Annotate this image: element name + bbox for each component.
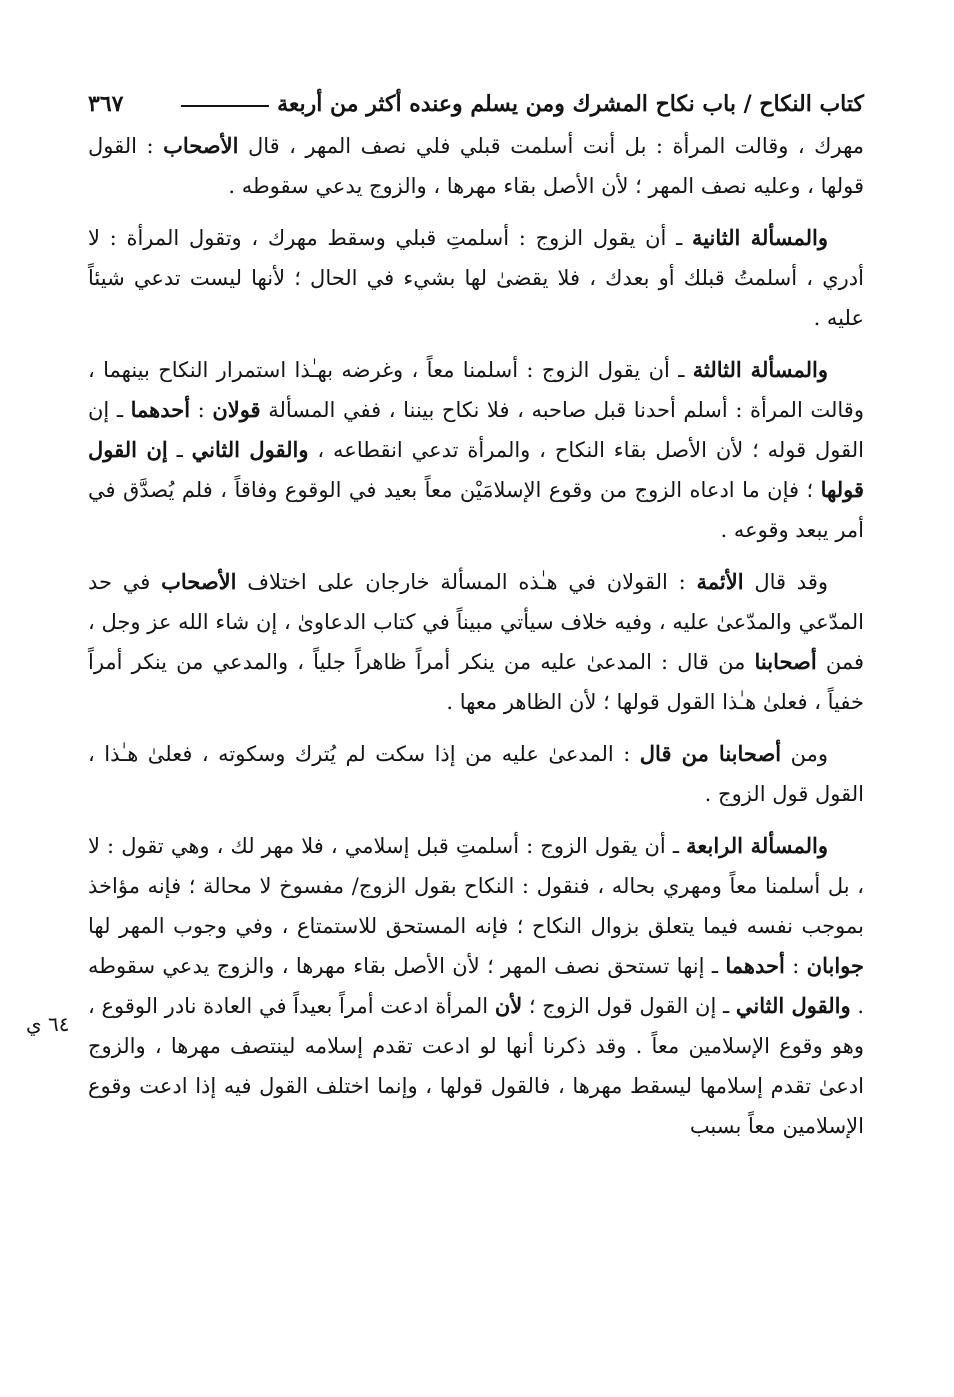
text-run: ـ أن يقول الزوج : أسلمتِ قبلي وسقط مهرك ، وتقول المرأة : لا أدري ، أسلمتُ قبلك أو بعدك ، فلا يقضىٰ لها بشيء في الحال ؛ لأنها ليست تدعي شيئاً عليه . (88, 226, 864, 330)
paragraph (88, 734, 864, 814)
text-run: وقد قال (743, 570, 828, 594)
text-run: ـ أن يقول الزوج : أسلمتِ قبل إسلامي ، فلا مهر لك ، وهي تقول : لا ، بل أسلمنا معاً ومهري بحاله ، فنقول : النكاح بقول الزوج/ مفسوخ لا محالة ؛ فإنه مؤاخذ بموجب نفسه فيما يتعلق بزوال النكاح ؛ فإنه المستحق للاستمتاع ، وفي وجوب المهر لها (88, 834, 864, 938)
bold-term: إن القول قولها (88, 437, 864, 502)
bold-term: جوابان (806, 953, 864, 978)
bold-term: قولان (212, 397, 261, 422)
text-run: ـ إن القول قول الزوج ؛ (522, 994, 736, 1018)
book-page (88, 82, 864, 1158)
bold-term: الأصحاب (161, 569, 237, 594)
text-run: : (784, 954, 807, 978)
bold-term: أحدهما (130, 397, 191, 422)
text-run: مهرك ، وقالت المرأة : بل أنت أسلمت قبلي فلي نصف المهر ، قال (238, 134, 865, 158)
paragraph (88, 350, 864, 550)
bold-term: والمسألة الثالثة (692, 357, 828, 382)
paragraph (88, 826, 864, 1146)
text-run: ؛ فإن ما ادعاه الزوج من وقوع الإسلامَيْن معاً بعيد في الوقوع وفاقاً ، فلم يُصدَّق في أمر يبعد وقوعه . (88, 478, 864, 542)
bold-term: أحدهما (725, 953, 785, 978)
text-run: ومن (781, 742, 828, 766)
paragraph (88, 126, 864, 206)
text-run: ـ إنها تستحق نصف المهر ؛ لأن الأصل بقاء مهرها ، والزوج يدعي سقوطه . (88, 954, 865, 1018)
bold-term: أصحابنا (754, 649, 817, 674)
bold-term: لأن (494, 993, 523, 1018)
text-run: من قال : المدعىٰ عليه من ينكر أمراً ظاهراً جلياً ، والمدعي من ينكر أمراً خفياً ، فعلىٰ هـٰذا القول قولها ؛ لأن الظاهر معها . (88, 650, 864, 714)
header-title: كتاب النكاح / باب نكاح المشرك ومن يسلم وعنده أكثر من أربعة (277, 91, 864, 117)
text-run: : المدعىٰ عليه من إذا سكت لم يُترك وسكوته ، فعلىٰ هـٰذا ، القول قول الزوج . (88, 742, 864, 806)
paragraph (88, 562, 864, 722)
bold-term: أصحابنا من قال (639, 741, 782, 766)
header-rule (181, 105, 269, 107)
bold-term: الأئمة (696, 569, 744, 594)
bold-term: والمسألة الثانية (691, 225, 828, 250)
bold-term: والقول الثاني (191, 437, 309, 462)
text-run: : القولان في هـٰذه المسألة خارجان على اختلاف (236, 570, 697, 594)
page-number: ٣٦٧ (88, 91, 124, 117)
margin-folio-note: ٦٤ ي (26, 1012, 70, 1036)
text-run: ـ أن يقول الزوج : أسلمنا معاً ، وغرضه بهـٰذا استمرار النكاح بينهما ، وقالت المرأة : أسلم أحدنا قبل صاحبه ، فلا نكاح بيننا ، ففي المسألة (88, 358, 864, 422)
bold-term: الأصحاب (163, 133, 239, 158)
bold-term: والقول الثاني (735, 993, 851, 1018)
running-header (88, 82, 864, 126)
text-run: : القول قولها ، وعليه نصف المهر ؛ لأن الأصل بقاء مهرها ، والزوج يدعي سقوطه . (88, 134, 864, 198)
body-text (88, 126, 864, 1146)
text-run: ـ إن القول قوله ؛ لأن الأصل بقاء النكاح ، والمرأة تدعي انقطاعه ، (88, 398, 864, 462)
text-run: في حد المدّعي والمدّعىٰ عليه ، وفيه خلاف سيأتي مبيناً في كتاب الدعاوىٰ ، إن شاء الله عز وجل ، فمن (88, 570, 864, 674)
text-run: ـ (167, 438, 192, 462)
bold-term: والمسألة الرابعة (686, 833, 828, 858)
text-run: : (190, 398, 213, 422)
text-run: المرأة ادعت أمراً بعيداً في العادة نادر الوقوع ، وهو وقوع الإسلامين معاً . وقد ذكرنا أنها لو ادعت تقدم إسلامه لينتصف مهرها ، والزوج ادعىٰ تقدم إسلامها ليسقط مهرها ، فالقول قولها ، وإنما اختلف القول فيه إذا ادعت وقوع الإسلامين معاً بسبب (88, 994, 864, 1138)
paragraph (88, 218, 864, 338)
